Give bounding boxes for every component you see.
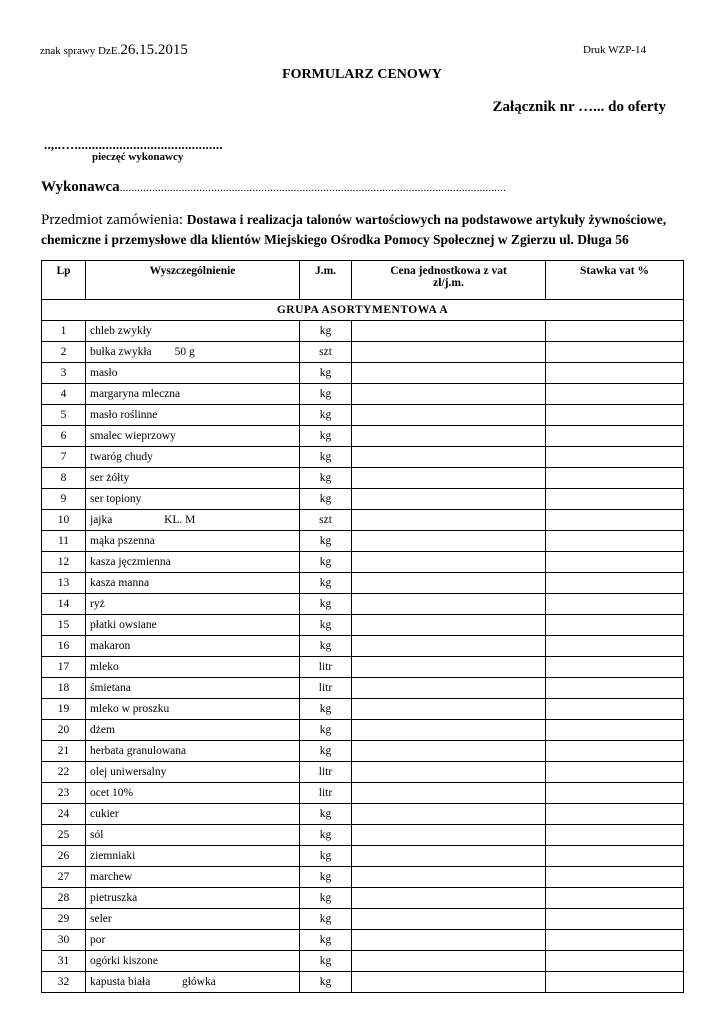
row-unit: kg [300, 426, 352, 447]
row-unit: kg [300, 531, 352, 552]
row-vat-cell[interactable] [546, 384, 684, 405]
table-row [42, 573, 684, 594]
row-lp: 18 [42, 678, 86, 699]
row-unit: kg [300, 699, 352, 720]
row-item-name: margaryna mleczna [86, 384, 300, 405]
row-item-name: mąka pszenna [86, 531, 300, 552]
contractor-dots: ................................................................................................................................... [119, 182, 507, 194]
table-row [42, 825, 684, 846]
table-row [42, 510, 684, 531]
table-header-row [42, 261, 684, 300]
row-price-cell[interactable] [352, 531, 546, 552]
group-title: GRUPA ASORTYMENTOWA A [42, 300, 684, 321]
row-lp: 21 [42, 741, 86, 762]
table-row [42, 909, 684, 930]
row-lp: 5 [42, 405, 86, 426]
row-unit: kg [300, 825, 352, 846]
header-name: Wyszczególnienie [86, 261, 300, 300]
row-unit: kg [300, 720, 352, 741]
row-vat-cell[interactable] [546, 846, 684, 867]
row-item-name: jajka KL. M [86, 510, 300, 531]
row-price-cell[interactable] [352, 825, 546, 846]
table-row [42, 678, 684, 699]
row-item-name: seler [86, 909, 300, 930]
row-price-cell[interactable] [352, 741, 546, 762]
row-lp: 17 [42, 657, 86, 678]
row-item-name: olej uniwersalny [86, 762, 300, 783]
row-price-cell[interactable] [352, 552, 546, 573]
row-vat-cell[interactable] [546, 741, 684, 762]
table-row [42, 972, 684, 993]
table-row [42, 615, 684, 636]
row-vat-cell[interactable] [546, 762, 684, 783]
table-row [42, 657, 684, 678]
row-price-cell[interactable] [352, 678, 546, 699]
table-row [42, 468, 684, 489]
row-price-cell[interactable] [352, 657, 546, 678]
attachment-label: Załącznik nr …... do oferty [492, 99, 666, 115]
row-item-name: ryż [86, 594, 300, 615]
row-price-cell[interactable] [352, 636, 546, 657]
row-price-cell[interactable] [352, 909, 546, 930]
table-row [42, 447, 684, 468]
row-vat-cell[interactable] [546, 783, 684, 804]
row-unit: kg [300, 930, 352, 951]
row-item-name: por [86, 930, 300, 951]
header-unit: J.m. [300, 261, 352, 300]
table-row [42, 951, 684, 972]
table-row [42, 741, 684, 762]
header-price [352, 261, 546, 300]
row-lp: 1 [42, 321, 86, 342]
row-vat-cell[interactable] [546, 468, 684, 489]
row-unit: kg [300, 846, 352, 867]
row-price-cell[interactable] [352, 342, 546, 363]
row-lp: 13 [42, 573, 86, 594]
row-price-cell[interactable] [352, 972, 546, 993]
row-unit: kg [300, 888, 352, 909]
row-lp: 11 [42, 531, 86, 552]
group-row [42, 300, 684, 321]
row-unit: kg [300, 405, 352, 426]
row-vat-cell[interactable] [546, 825, 684, 846]
table-row [42, 384, 684, 405]
table-row [42, 867, 684, 888]
row-item-name: kapusta biała główka [86, 972, 300, 993]
row-vat-cell[interactable] [546, 531, 684, 552]
row-price-cell[interactable] [352, 384, 546, 405]
row-vat-cell[interactable] [546, 363, 684, 384]
row-vat-cell[interactable] [546, 867, 684, 888]
row-unit: kg [300, 972, 352, 993]
row-lp: 22 [42, 762, 86, 783]
row-price-cell[interactable] [352, 321, 546, 342]
row-vat-cell[interactable] [546, 699, 684, 720]
header-price-line2: zł/j.m. [433, 277, 464, 289]
row-unit: kg [300, 384, 352, 405]
row-vat-cell[interactable] [546, 951, 684, 972]
table-row [42, 804, 684, 825]
row-lp: 28 [42, 888, 86, 909]
row-vat-cell[interactable] [546, 657, 684, 678]
form-title: FORMULARZ CENOWY [282, 67, 442, 82]
row-price-cell[interactable] [352, 888, 546, 909]
row-price-cell[interactable] [352, 783, 546, 804]
order-subject [41, 210, 681, 249]
row-unit: litr [300, 783, 352, 804]
row-item-name: ser topiony [86, 489, 300, 510]
row-vat-cell[interactable] [546, 405, 684, 426]
row-lp: 16 [42, 636, 86, 657]
case-reference-prefix: znak sprawy DzE. [40, 45, 121, 57]
row-price-cell[interactable] [352, 720, 546, 741]
table-row [42, 489, 684, 510]
row-unit: kg [300, 594, 352, 615]
row-vat-cell[interactable] [546, 552, 684, 573]
stamp-field-dots: ..,..…........................................... [44, 137, 223, 152]
row-lp: 24 [42, 804, 86, 825]
row-item-name: ser żółty [86, 468, 300, 489]
price-table [41, 260, 684, 993]
row-unit: szt [300, 342, 352, 363]
row-unit: kg [300, 489, 352, 510]
row-item-name: płatki owsiane [86, 615, 300, 636]
row-vat-cell[interactable] [546, 615, 684, 636]
row-unit: kg [300, 447, 352, 468]
row-vat-cell[interactable] [546, 594, 684, 615]
row-price-cell[interactable] [352, 846, 546, 867]
table-row [42, 846, 684, 867]
row-price-cell[interactable] [352, 447, 546, 468]
row-unit: kg [300, 951, 352, 972]
row-item-name: bułka zwykła 50 g [86, 342, 300, 363]
row-lp: 23 [42, 783, 86, 804]
row-price-cell[interactable] [352, 930, 546, 951]
case-reference-number: 26.15.2015 [120, 42, 188, 58]
subject-text: Dostawa i realizacja talonów wartościowych na podstawowe artykuły żywnościowe, chemiczne i przemysłowe dla klientów Miejskiego Ośrodka Pomocy Społecznej w Zgierzu ul. Długa 56 [41, 212, 667, 247]
row-vat-cell[interactable] [546, 489, 684, 510]
row-unit: kg [300, 468, 352, 489]
row-unit: szt [300, 510, 352, 531]
row-item-name: dżem [86, 720, 300, 741]
row-vat-cell[interactable] [546, 426, 684, 447]
row-unit: kg [300, 573, 352, 594]
row-item-name: twaróg chudy [86, 447, 300, 468]
row-vat-cell[interactable] [546, 909, 684, 930]
row-price-cell[interactable] [352, 468, 546, 489]
table-row [42, 426, 684, 447]
row-vat-cell[interactable] [546, 636, 684, 657]
case-reference [40, 42, 188, 59]
row-lp: 8 [42, 468, 86, 489]
row-price-cell[interactable] [352, 573, 546, 594]
row-price-cell[interactable] [352, 594, 546, 615]
row-lp: 27 [42, 867, 86, 888]
row-item-name: kasza jęczmienna [86, 552, 300, 573]
row-item-name: marchew [86, 867, 300, 888]
row-price-cell[interactable] [352, 762, 546, 783]
row-item-name: masło roślinne [86, 405, 300, 426]
header-vat: Stawka vat % [546, 261, 684, 300]
row-lp: 29 [42, 909, 86, 930]
row-unit: kg [300, 741, 352, 762]
row-vat-cell[interactable] [546, 321, 684, 342]
row-price-cell[interactable] [352, 699, 546, 720]
row-unit: kg [300, 363, 352, 384]
row-unit: kg [300, 552, 352, 573]
row-price-cell[interactable] [352, 363, 546, 384]
row-item-name: masło [86, 363, 300, 384]
row-item-name: ocet 10% [86, 783, 300, 804]
row-item-name: mleko w proszku [86, 699, 300, 720]
row-vat-cell[interactable] [546, 447, 684, 468]
row-lp: 3 [42, 363, 86, 384]
row-item-name: sól [86, 825, 300, 846]
row-vat-cell[interactable] [546, 342, 684, 363]
row-price-cell[interactable] [352, 867, 546, 888]
table-row [42, 594, 684, 615]
row-item-name: makaron [86, 636, 300, 657]
row-vat-cell[interactable] [546, 888, 684, 909]
row-lp: 32 [42, 972, 86, 993]
row-unit: kg [300, 867, 352, 888]
table-row [42, 363, 684, 384]
row-vat-cell[interactable] [546, 930, 684, 951]
row-unit: litr [300, 678, 352, 699]
row-unit: kg [300, 636, 352, 657]
row-price-cell[interactable] [352, 615, 546, 636]
row-item-name: ogórki kiszone [86, 951, 300, 972]
row-price-cell[interactable] [352, 426, 546, 447]
table-row [42, 321, 684, 342]
row-lp: 25 [42, 825, 86, 846]
stamp-label: pieczęć wykonawcy [92, 151, 184, 163]
row-vat-cell[interactable] [546, 972, 684, 993]
row-lp: 26 [42, 846, 86, 867]
contractor-label: Wykonawca [41, 179, 120, 195]
row-item-name: śmietana [86, 678, 300, 699]
row-vat-cell[interactable] [546, 804, 684, 825]
row-lp: 19 [42, 699, 86, 720]
form-code: Druk WZP-14 [582, 44, 646, 56]
row-unit: litr [300, 762, 352, 783]
row-item-name: herbata granulowana [86, 741, 300, 762]
row-lp: 6 [42, 426, 86, 447]
table-row [42, 888, 684, 909]
table-row [42, 930, 684, 951]
row-vat-cell[interactable] [546, 510, 684, 531]
row-item-name: cukier [86, 804, 300, 825]
row-price-cell[interactable] [352, 510, 546, 531]
row-lp: 9 [42, 489, 86, 510]
row-unit: kg [300, 804, 352, 825]
row-vat-cell[interactable] [546, 720, 684, 741]
row-unit: kg [300, 909, 352, 930]
table-row [42, 699, 684, 720]
row-price-cell[interactable] [352, 951, 546, 972]
table-row [42, 783, 684, 804]
table-row [42, 762, 684, 783]
row-item-name: smalec wieprzowy [86, 426, 300, 447]
row-item-name: mleko [86, 657, 300, 678]
row-vat-cell[interactable] [546, 573, 684, 594]
row-lp: 10 [42, 510, 86, 531]
row-lp: 12 [42, 552, 86, 573]
table-row [42, 342, 684, 363]
row-item-name: pietruszka [86, 888, 300, 909]
table-row [42, 552, 684, 573]
row-price-cell[interactable] [352, 489, 546, 510]
row-item-name: ziemniaki [86, 846, 300, 867]
row-lp: 20 [42, 720, 86, 741]
row-lp: 4 [42, 384, 86, 405]
table-row [42, 405, 684, 426]
row-unit: kg [300, 615, 352, 636]
row-unit: litr [300, 657, 352, 678]
row-lp: 7 [42, 447, 86, 468]
row-item-name: chleb zwykły [86, 321, 300, 342]
table-row [42, 636, 684, 657]
row-lp: 14 [42, 594, 86, 615]
row-price-cell[interactable] [352, 405, 546, 426]
table-row [42, 531, 684, 552]
row-lp: 31 [42, 951, 86, 972]
row-lp: 15 [42, 615, 86, 636]
header-lp: Lp [42, 261, 86, 300]
row-price-cell[interactable] [352, 804, 546, 825]
header-price-line1: Cena jednostkowa z vat [390, 265, 507, 277]
subject-lead: Przedmiot zamówienia: [41, 212, 187, 228]
row-vat-cell[interactable] [546, 678, 684, 699]
row-lp: 30 [42, 930, 86, 951]
row-lp: 2 [42, 342, 86, 363]
row-item-name: kasza manna [86, 573, 300, 594]
row-unit: kg [300, 321, 352, 342]
table-row [42, 720, 684, 741]
contractor-field [41, 179, 506, 196]
